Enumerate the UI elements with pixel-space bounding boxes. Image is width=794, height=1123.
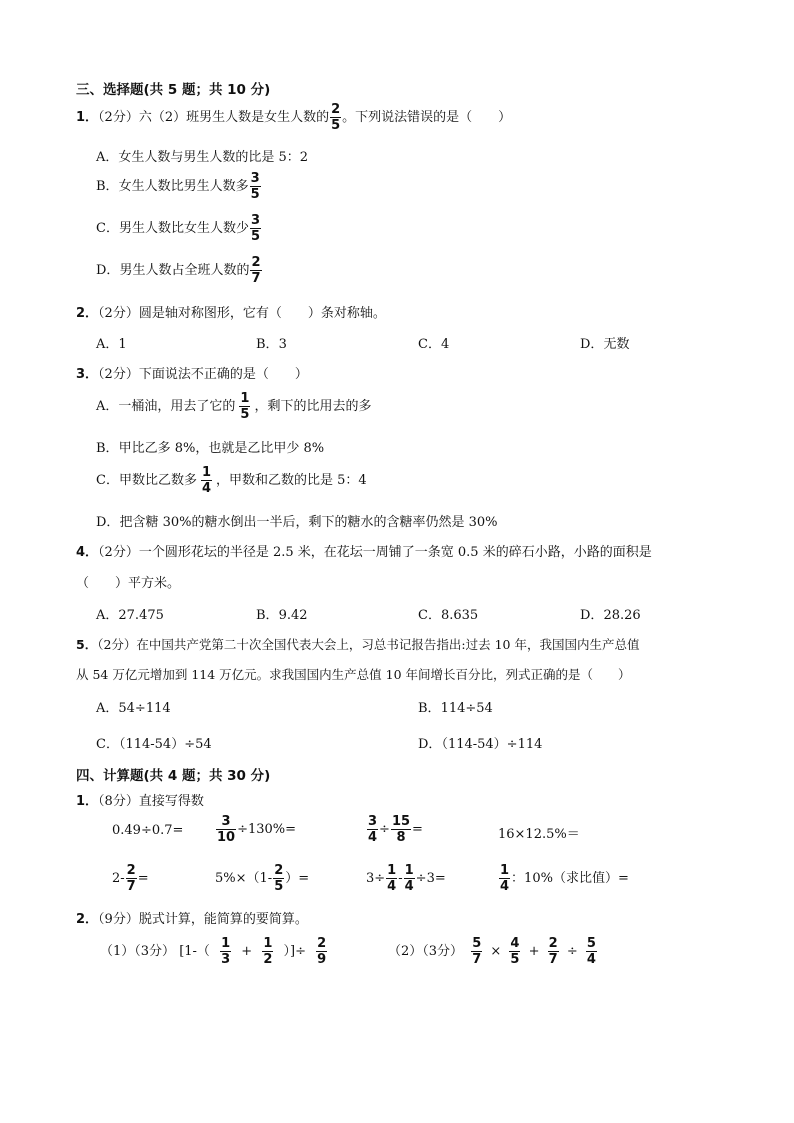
question-number: 2． [76,306,99,321]
numerator: 1 [263,936,273,951]
option-label: D． [96,263,120,278]
option-d [96,511,498,530]
option-label: C． [418,608,441,623]
option-text: 9.42 [278,608,308,623]
option-c [418,333,449,352]
fraction [499,864,510,893]
question-number: 1． [76,794,99,809]
numerator: 2 [126,863,136,878]
question-number: 2． [76,912,99,927]
denominator: 5 [274,879,284,894]
calc-item-7 [366,864,446,893]
question-stem: （2分）在中国共产党第二十次全国代表大会上，习总书记报告指出:过去 10 年，我国国内生产总值 [97,637,640,652]
calc-question-1 [76,790,204,809]
expression-tail: ）= [285,871,310,886]
option-b [256,333,287,352]
numerator: 15 [391,814,411,829]
operator: - [398,871,403,886]
numerator: 2 [274,863,284,878]
option-label: A． [96,337,119,352]
fraction [273,864,284,893]
denominator: 5 [240,407,250,422]
fraction [126,864,137,893]
denominator: 7 [472,952,482,967]
operator: ÷ [379,822,390,837]
option-b [96,437,324,456]
option-text: 甲比乙多 8%，也就是乙比甲少 8% [118,441,325,456]
question-number: 5． [76,637,98,652]
option-b [418,697,493,716]
fraction [586,937,597,966]
question-stem-tail: 。下列说法错误的是（ ） [342,110,512,125]
option-d [580,604,641,623]
expression-tail: = [412,822,423,837]
fraction [367,815,378,844]
option-text: 把含糖 30%的糖水倒出一半后，剩下的糖水的含糖率仍然是 30% [119,515,498,530]
question-number: 4． [76,545,99,560]
numerator: 3 [368,814,378,829]
denominator: 4 [201,481,212,496]
calc-item-4: 16×12.5%＝ [498,827,580,842]
expression-head: [1-（ [179,944,210,959]
option-label: D． [580,608,604,623]
calc-item-5 [112,864,149,893]
denominator: 9 [317,952,327,967]
option-c [418,604,478,623]
question-2 [76,302,386,321]
calc-item-8 [498,864,629,893]
section-title-calc: 四、计算题(共 4 题；共 30 分) [76,768,271,784]
option-a [96,697,171,716]
operator: + [241,944,253,959]
option-text: 3 [278,337,287,352]
option-b [256,604,308,623]
fraction [239,392,250,421]
expression-tail: ：10%（求比值）= [511,871,629,886]
option-c [96,733,212,752]
option-label: B． [418,701,441,716]
fraction [404,864,415,893]
option-text: 一桶油，用去了它的 [118,399,236,414]
option-a [96,392,371,421]
numerator: 2 [331,102,341,117]
calc-item-1: 0.49÷0.7= [112,823,184,838]
fraction [262,937,273,966]
fraction [220,937,231,966]
option-label: D． [96,515,120,530]
option-d [580,333,629,352]
option-c [96,466,367,495]
fraction [250,214,261,243]
calc-question-2 [76,908,308,927]
question-stem: （2分）六（2）班男生人数是女生人数的 [98,110,330,125]
denominator: 3 [221,952,231,967]
expression-mid: ）]÷ [283,944,306,959]
question-1 [76,103,511,132]
numerator: 5 [472,936,482,951]
option-text: （114-54）÷54 [118,737,212,752]
fraction [471,937,482,966]
fraction [330,103,341,132]
operator: + [528,944,540,959]
calc-item-2 [215,815,296,844]
denominator: 7 [548,952,558,967]
option-label: A． [96,701,119,716]
numerator: 1 [240,391,250,406]
numerator: 2 [548,936,558,951]
option-label: C． [96,473,119,488]
question-stem: （8分）直接写得数 [98,794,204,809]
fraction [509,937,520,966]
option-text: 甲数比乙数多 [118,473,197,488]
fraction [250,172,261,201]
denominator: 4 [404,879,414,894]
fraction [216,815,236,844]
expression-tail: = [137,871,149,886]
numerator: 1 [387,863,397,878]
option-a [96,604,164,623]
question-stem: （9分）脱式计算，能简算的要简算。 [98,912,308,927]
denominator: 5 [331,118,341,133]
denominator: 4 [387,879,397,894]
expression-head: 3÷ [366,871,386,886]
calc-subquestion-1 [100,937,333,966]
denominator: 10 [217,830,236,845]
question-5-line2: 从 54 万亿元增加到 114 万亿元。求我国国内生产总值 10 年间增长百分比，列式正确的是（ ） [76,667,631,682]
subquestion-label: （1）（3分） [100,944,176,959]
denominator: 5 [250,229,261,244]
option-text-tail: ，剩下的比用去的多 [254,399,372,414]
section-title-choice: 三、选择题(共 5 题；共 10 分) [76,82,271,98]
option-label: D． [418,737,442,752]
calc-item-6 [215,864,309,893]
option-text: （114-54）÷114 [441,737,543,752]
numerator: 1 [500,863,510,878]
operator: × [490,944,502,959]
option-a [96,333,127,352]
option-text: 无数 [603,337,630,352]
option-label: B． [256,337,279,352]
fraction [250,256,261,285]
option-text: 男生人数比女生人数少 [118,221,249,236]
option-label: B． [96,441,119,456]
option-text: 8.635 [440,608,479,623]
question-4 [76,541,652,560]
question-stem: （2分）一个圆形花坛的半径是 2.5 米，在花坛一周铺了一条宽 0.5 米的碎石小路，小路的面积是 [98,545,652,560]
option-label: C． [418,337,441,352]
numerator: 2 [317,936,327,951]
option-text: 4 [440,337,450,352]
option-text: 27.475 [118,608,164,623]
denominator: 8 [396,830,406,845]
numerator: 3 [250,171,260,186]
fraction [548,937,559,966]
numerator: 1 [221,936,231,951]
denominator: 7 [126,879,136,894]
option-label: C． [96,737,119,752]
option-text: 54÷114 [118,701,171,716]
subquestion-label: （2）（3分） [388,944,464,959]
option-text: 1 [118,337,127,352]
denominator: 4 [500,879,510,894]
question-number: 1． [76,110,99,125]
question-stem: （2分）圆是轴对称图形，它有（ ）条对称轴。 [98,306,386,321]
numerator: 4 [510,936,520,951]
option-a [96,146,308,165]
numerator: 2 [251,255,261,270]
question-stem: （2分）下面说法不正确的是（ ） [98,367,308,382]
option-b [96,172,262,201]
fraction [386,864,397,893]
option-text: 28.26 [603,608,641,623]
numerator: 3 [250,213,261,228]
numerator: 5 [586,936,596,951]
calc-subquestion-2 [388,937,601,966]
fraction [391,815,411,844]
option-label: D． [580,337,604,352]
operator: ÷ [566,944,578,959]
option-text: 男生人数占全班人数的 [119,263,250,278]
denominator: 2 [263,952,273,967]
denominator: 5 [250,187,260,202]
option-label: A． [96,150,119,165]
fraction [316,937,327,966]
option-d [418,733,542,752]
option-text-tail: ，甲数和乙数的比是 5：4 [216,473,367,488]
expression-head: 2- [112,871,125,886]
option-label: A． [96,608,119,623]
expression-tail: ÷3= [415,871,446,886]
option-label: A． [96,399,119,414]
option-label: C． [96,221,119,236]
denominator: 4 [586,952,596,967]
option-d [96,256,263,285]
option-label: B． [96,179,119,194]
numerator: 1 [201,465,212,480]
option-text: 114÷54 [440,701,493,716]
fraction [201,466,212,495]
denominator: 4 [368,830,378,845]
expression-head: 5%×（1- [215,871,273,886]
question-5 [76,635,639,653]
numerator: 3 [216,815,236,830]
numerator: 1 [404,863,414,878]
question-number: 3． [76,367,99,382]
expression-tail: ÷130%= [237,822,297,837]
question-4-line2: （ ）平方米。 [76,576,181,591]
option-label: B． [256,608,279,623]
question-3 [76,363,308,382]
option-text: 女生人数与男生人数的比是 5：2 [118,150,309,165]
option-text: 女生人数比男生人数多 [118,179,249,194]
denominator: 5 [510,952,520,967]
option-c [96,214,262,243]
calc-item-3 [366,815,423,844]
denominator: 7 [251,271,261,286]
